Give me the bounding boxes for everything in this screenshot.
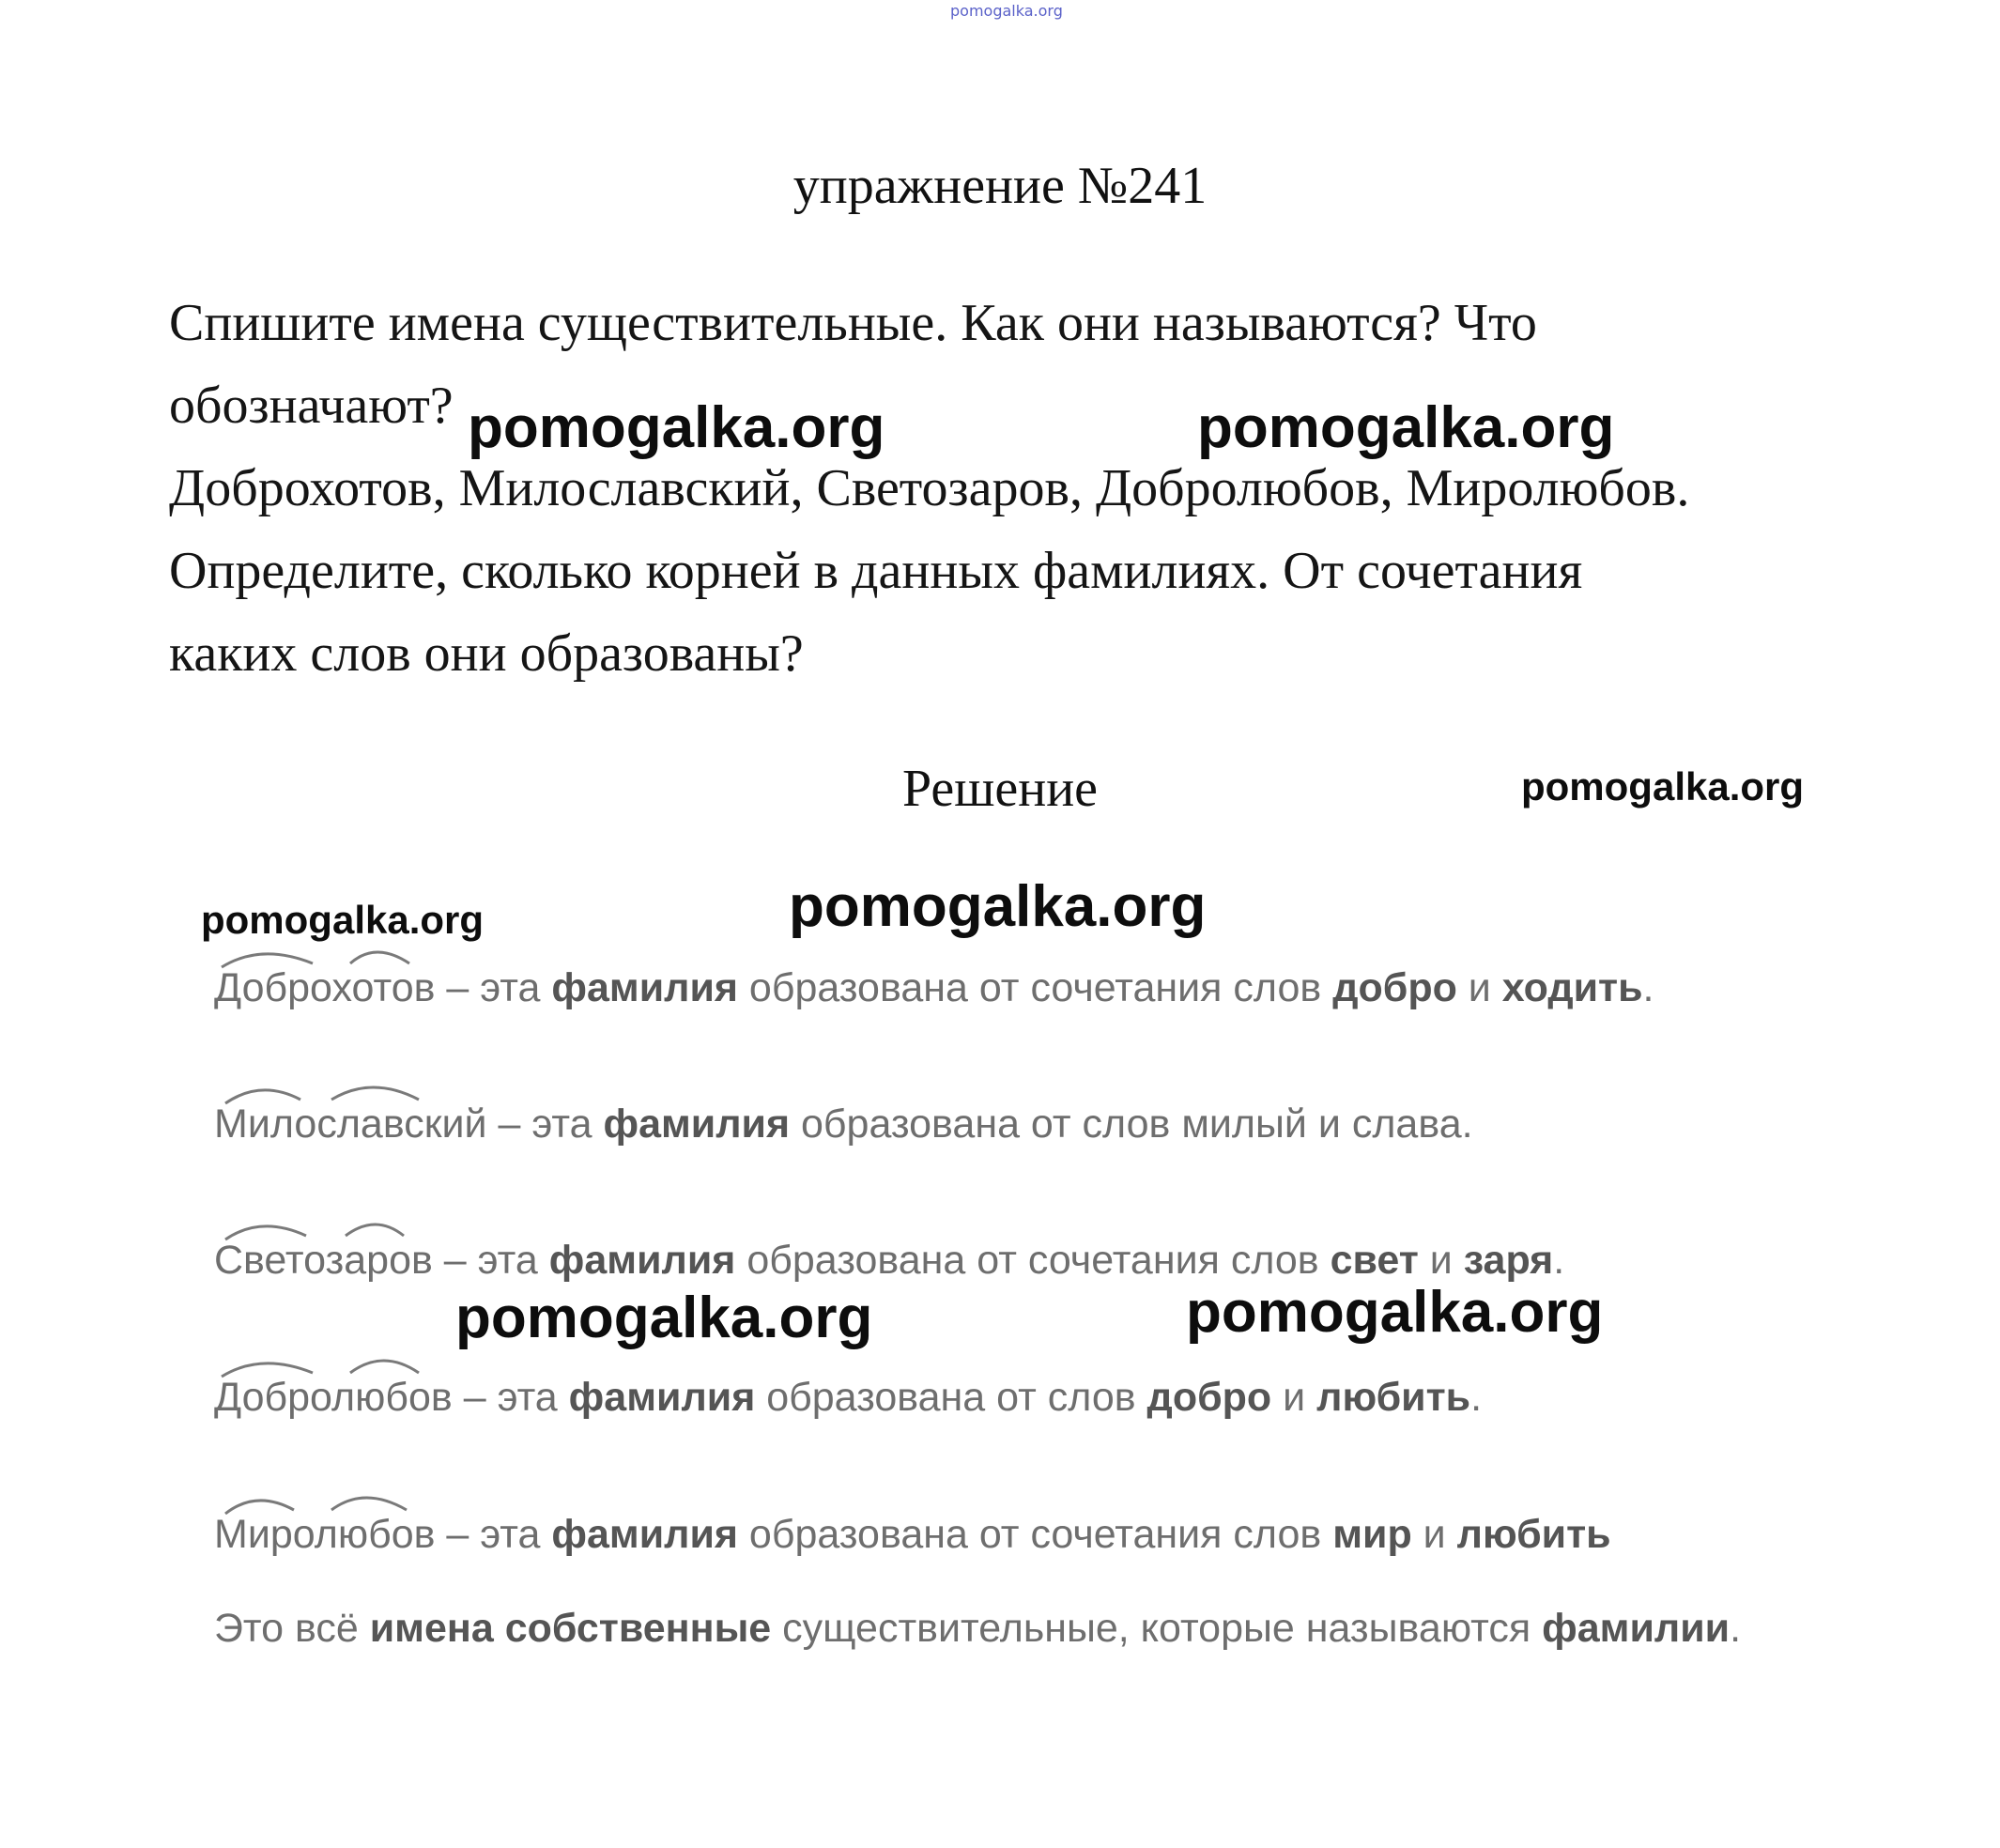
solution-heading: Решение: [901, 760, 1099, 818]
solution-line: [214, 1238, 1564, 1284]
surname: Добролюбов: [214, 1375, 453, 1420]
top-watermark: pomogalka.org: [950, 2, 1063, 20]
bold-text: фамилия: [551, 965, 738, 1010]
bold-text: фамилия: [568, 1375, 756, 1420]
watermark: pomogalka.org: [201, 898, 485, 942]
bold-text: свет: [1330, 1238, 1419, 1283]
text-segment: и: [1418, 1238, 1464, 1283]
bold-text: любить: [1316, 1375, 1471, 1420]
bold-text: добро: [1146, 1375, 1272, 1420]
solution-line: [214, 965, 1654, 1011]
root-arc: [350, 1361, 419, 1373]
root-arc: [331, 1498, 407, 1510]
bold-text: мир: [1332, 1512, 1412, 1557]
watermark: pomogalka.org: [1186, 1280, 1604, 1345]
text-segment: и: [1456, 965, 1502, 1010]
text-segment: образована от слов милый и слава.: [790, 1101, 1473, 1147]
root-arc: [331, 1087, 419, 1100]
bold-text: ходить: [1501, 965, 1643, 1010]
text-segment: образована от сочетания слов: [737, 965, 1333, 1010]
bold-text: фамилия: [603, 1101, 791, 1147]
surname: Светозаров: [214, 1238, 433, 1283]
watermark: pomogalka.org: [468, 395, 885, 460]
text-segment: – эта: [452, 1375, 569, 1420]
solution-line: [214, 1375, 1482, 1421]
watermark: pomogalka.org: [455, 1286, 873, 1350]
bold-text: любить: [1456, 1512, 1611, 1557]
bold-text: заря: [1463, 1238, 1554, 1283]
task-line: Доброхотов, Милославский, Светозаров, Добролюбов, Миролюбов.: [169, 459, 1690, 517]
solution-line: [214, 1512, 1611, 1558]
text-segment: и: [1271, 1375, 1317, 1420]
root-arc: [346, 1224, 404, 1236]
watermark: pomogalka.org: [789, 874, 1207, 939]
text-segment: – эта: [435, 1512, 552, 1557]
root-arc: [350, 952, 409, 963]
watermark: pomogalka.org: [1197, 395, 1615, 460]
task-line: Определите, сколько корней в данных фамилиях. От сочетания: [169, 542, 1583, 600]
bold-text: фамилия: [548, 1238, 736, 1283]
text-segment: образована от сочетания слов: [735, 1238, 1331, 1283]
text-segment: образована от слов: [755, 1375, 1147, 1420]
text-segment: существительные, которые называются: [771, 1606, 1543, 1651]
text-segment: и: [1411, 1512, 1457, 1557]
text-segment: .: [1470, 1375, 1483, 1420]
exercise-title: упражнение №241: [792, 157, 1208, 215]
solution-line: [214, 1101, 1473, 1147]
task-text: [169, 282, 1934, 695]
surname: Доброхотов: [214, 965, 436, 1010]
bold-text: фамилии: [1542, 1606, 1731, 1651]
bold-text: имена собственные: [369, 1606, 772, 1651]
surname: Милославский: [214, 1101, 487, 1147]
text-segment: .: [1553, 1238, 1565, 1283]
text-segment: – эта: [486, 1101, 604, 1147]
bold-text: фамилия: [551, 1512, 738, 1557]
bold-text: добро: [1332, 965, 1457, 1010]
text-segment: образована от сочетания слов: [737, 1512, 1333, 1557]
surname: Миролюбов: [214, 1512, 436, 1557]
task-line: обозначают?: [169, 377, 454, 435]
text-segment: .: [1642, 965, 1654, 1010]
text-segment: – эта: [432, 1238, 549, 1283]
conclusion-line: [214, 1606, 1741, 1652]
text-segment: Это всё: [214, 1606, 370, 1651]
task-line: Спишите имена существительные. Как они называются? Что: [169, 294, 1537, 352]
watermark: pomogalka.org: [1521, 764, 1805, 808]
text-segment: .: [1730, 1606, 1742, 1651]
text-segment: – эта: [435, 965, 552, 1010]
task-line: каких слов они образованы?: [169, 624, 804, 683]
